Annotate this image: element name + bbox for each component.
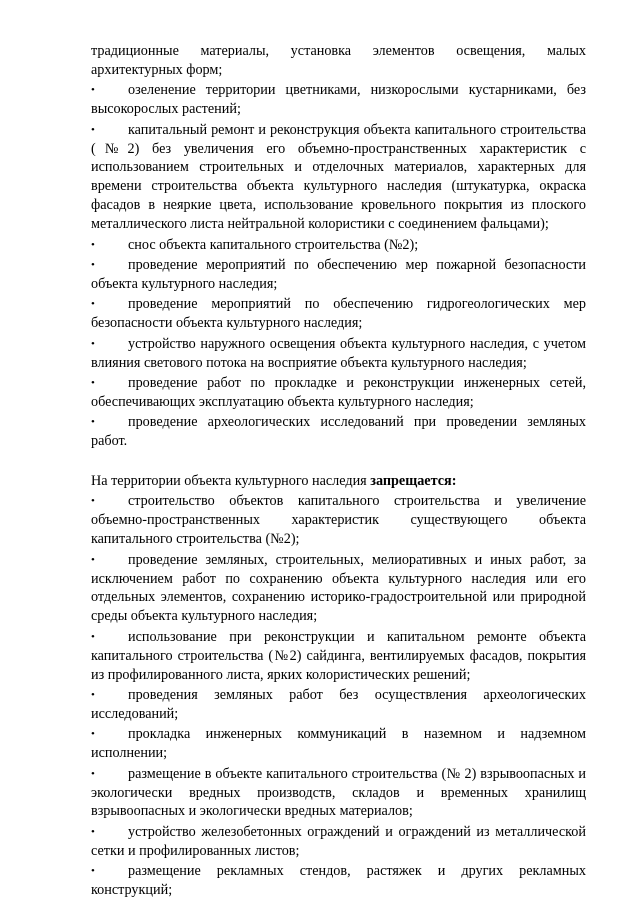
list-item — [91, 236, 586, 255]
bullet: • — [91, 495, 95, 508]
list-item-text: проведение мероприятий по обеспечению гидрогеологических мер безопасности объекта культурного наследия; — [91, 296, 586, 332]
list-continuation-text: традиционные материалы, установка элементов освещения, малых архитектурных форм; — [91, 43, 586, 78]
bullet: • — [91, 689, 95, 701]
list-item — [91, 374, 586, 412]
list-item — [91, 862, 586, 900]
list-item — [91, 492, 586, 549]
bullet: • — [91, 767, 95, 780]
section-spacer — [91, 451, 586, 472]
list-item-text: устройство железобетонных ограждений и ограждений из металлической сетки и профилированных листов; — [91, 823, 586, 859]
bullet: • — [91, 825, 95, 838]
list-item-text: устройство наружного освещения объекта культурного наследия, с учетом влияния светового потока на восприятие объекта культурного наследия; — [91, 335, 586, 371]
list-item — [91, 551, 586, 627]
list-item-text: проведения земляных работ без осуществления археологических исследований; — [91, 687, 586, 722]
bullet: • — [91, 258, 95, 271]
list-item — [91, 725, 586, 763]
bullet: • — [91, 298, 95, 311]
list-item — [91, 81, 586, 119]
bullet: • — [91, 553, 95, 566]
list-item-text: прокладка инженерных коммуникаций в наземном и надземном исполнении; — [91, 726, 586, 762]
list-item-text: озеленение территории цветниками, низкорослыми кустарниками, без высокорослых растений; — [91, 82, 586, 118]
list-item — [91, 628, 586, 685]
section-heading — [91, 472, 586, 491]
section-heading-text: На территории объекта культурного наследия — [91, 473, 371, 490]
list-item — [91, 295, 586, 333]
list-item-text: строительство объектов капитального строительства и увеличение объемно-пространственных характеристик существующего объекта капитального строительства (№2); — [91, 493, 586, 548]
list-item — [91, 686, 586, 724]
list-item-text: снос объекта капитального строительства (№2); — [128, 236, 419, 253]
list-item-text: капитальный ремонт и реконструкция объекта капитального строительства (№2) без увеличения его объемно-пространственных характеристик с использованием строительных и отделочных материалов, характерных для времени строительства объекта культурного наследия (штукатурка, окраска фасадов в неяркие цвета, использование кровельного покрытия из плоского металлического листа нейтральной колористики с соединением фальцами); — [91, 121, 586, 233]
bullet: • — [91, 630, 95, 643]
document-page — [91, 42, 586, 900]
list-item — [91, 121, 586, 234]
list-item-text: использование при реконструкции и капитальном ремонте объекта капитального строительства (№2) сайдинга, вентилируемых фасадов, покрытия из профилированного листа, ярких колористических решений; — [91, 628, 586, 683]
list-item-text: проведение археологических исследований при проведении земляных работ. — [91, 414, 586, 450]
list-item-text: размещение рекламных стендов, растяжек и других рекламных конструкций; — [91, 863, 586, 899]
bullet: • — [91, 123, 95, 136]
bullet: • — [91, 728, 95, 741]
list-item-text: проведение мероприятий по обеспечению мер пожарной безопасности объекта культурного наследия; — [91, 256, 586, 292]
bullet: • — [91, 337, 95, 350]
list-item — [91, 413, 586, 451]
list-item — [91, 765, 586, 822]
section-heading-emphasis: запрещается: — [370, 473, 457, 490]
list-item — [91, 335, 586, 373]
bullet: • — [91, 416, 95, 429]
list-item-text: размещение в объекте капитального строительства (№ 2) взрывоопасных и экологически вредных производств, складов и временных хранилищ взрывоопасных и экологически вредных материалов; — [91, 765, 586, 820]
list-item-text: проведение земляных, строительных, мелиоративных и иных работ, за исключением работ по сохранению объекта культурного наследия или его отдельных элементов, сохранению историко-градостроительной или природной среды объекта культурного наследия; — [91, 551, 586, 625]
bullet: • — [91, 238, 95, 251]
bullet: • — [91, 376, 95, 389]
list-item — [91, 256, 586, 294]
list-item-text: проведение работ по прокладке и реконструкции инженерных сетей, обеспечивающих эксплуатацию объекта культурного наследия; — [91, 374, 586, 410]
bullet: • — [91, 865, 95, 878]
bullet: • — [91, 84, 95, 97]
list-item — [91, 823, 586, 861]
